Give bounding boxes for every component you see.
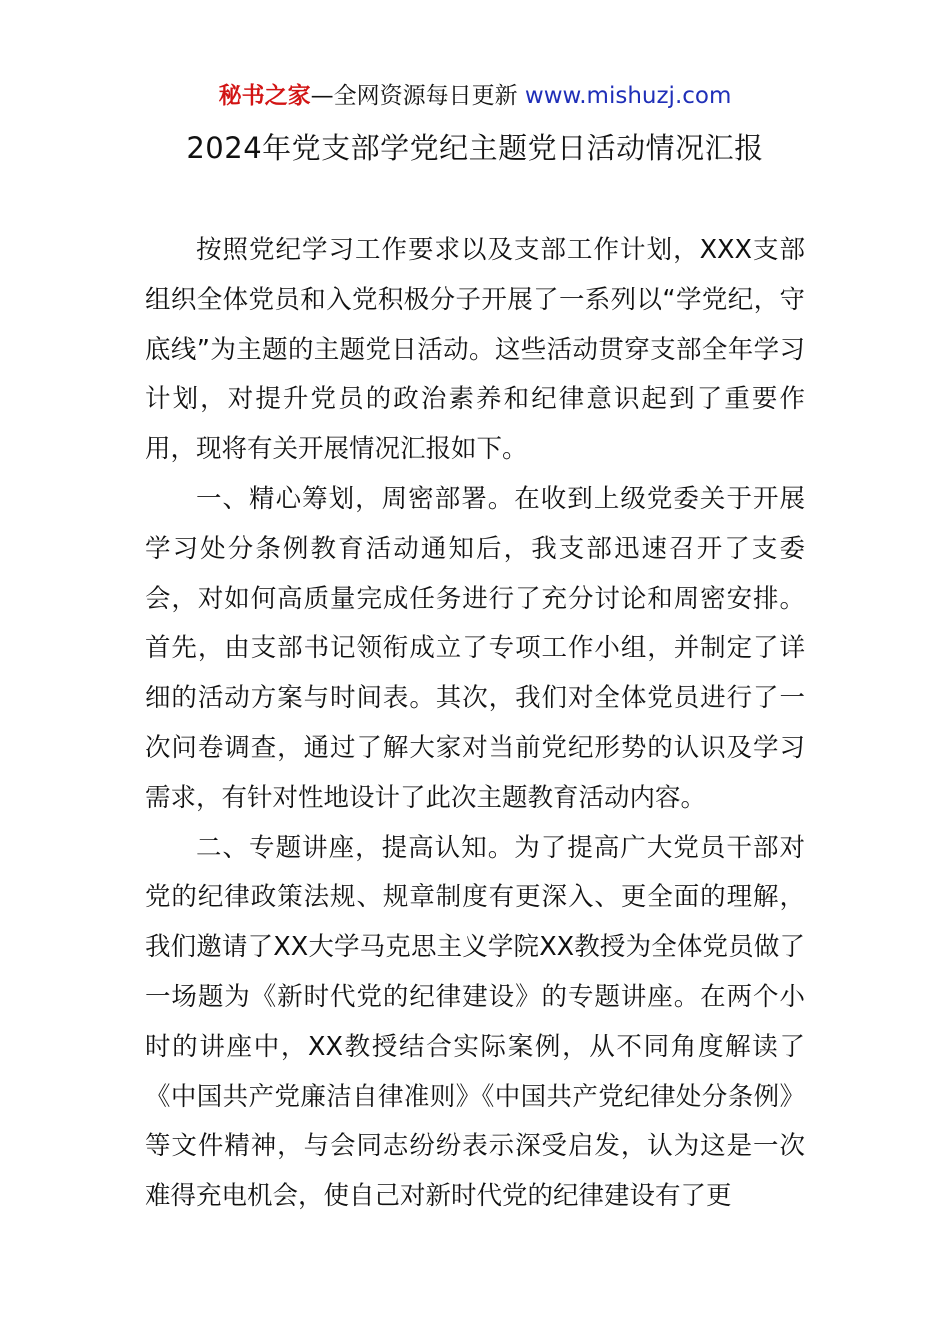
paragraph-section-1: 一、精心筹划，周密部署。在收到上级党委关于开展学习处分条例教育活动通知后，我支部迅速召开了支委会，对如何高质量完成任务进行了充分讨论和周密安排。首先，由支部书记领衔成立了专项工作小组，并制定了详细的活动方案与时间表。其次，我们对全体党员进行了一次问卷调查，通过了解大家对当前党纪形势的认识及学习需求，有针对性地设计了此次主题教育活动内容。: [145, 483, 805, 813]
site-brand: 秘书之家: [218, 83, 311, 109]
site-tagline: —全网资源每日更新: [310, 83, 518, 109]
paragraph-section-2: 二、专题讲座，提高认知。为了提高广大党员干部对党的纪律政策法规、规章制度有更深入、更全面的理解，我们邀请了XX大学马克思主义学院XX教授为全体党员做了一场题为《新时代党的纪律建设》的专题讲座。在两个小时的讲座中，XX教授结合实际案例，从不同角度解读了《中国共产党廉洁自律准则》《中国共产党纪律处分条例》等文件精神，与会同志纷纷表示深受启发，认为这是一次难得充电机会，使自己对新时代党的纪律建设有了更: [145, 832, 805, 1212]
paragraph-intro: 按照党纪学习工作要求以及支部工作计划，XXX支部组织全体党员和入党积极分子开展了一系列以“学党纪，守底线”为主题的主题党日活动。这些活动贯穿支部全年学习计划，对提升党员的政治素养和纪律意识起到了重要作用，现将有关开展情况汇报如下。: [145, 235, 805, 465]
document-body: [145, 226, 805, 1222]
site-url-link[interactable]: www.mishuzj.com: [524, 83, 732, 109]
document-title: 2024年党支部学党纪主题党日活动情况汇报: [186, 131, 764, 165]
site-header: [0, 80, 950, 112]
